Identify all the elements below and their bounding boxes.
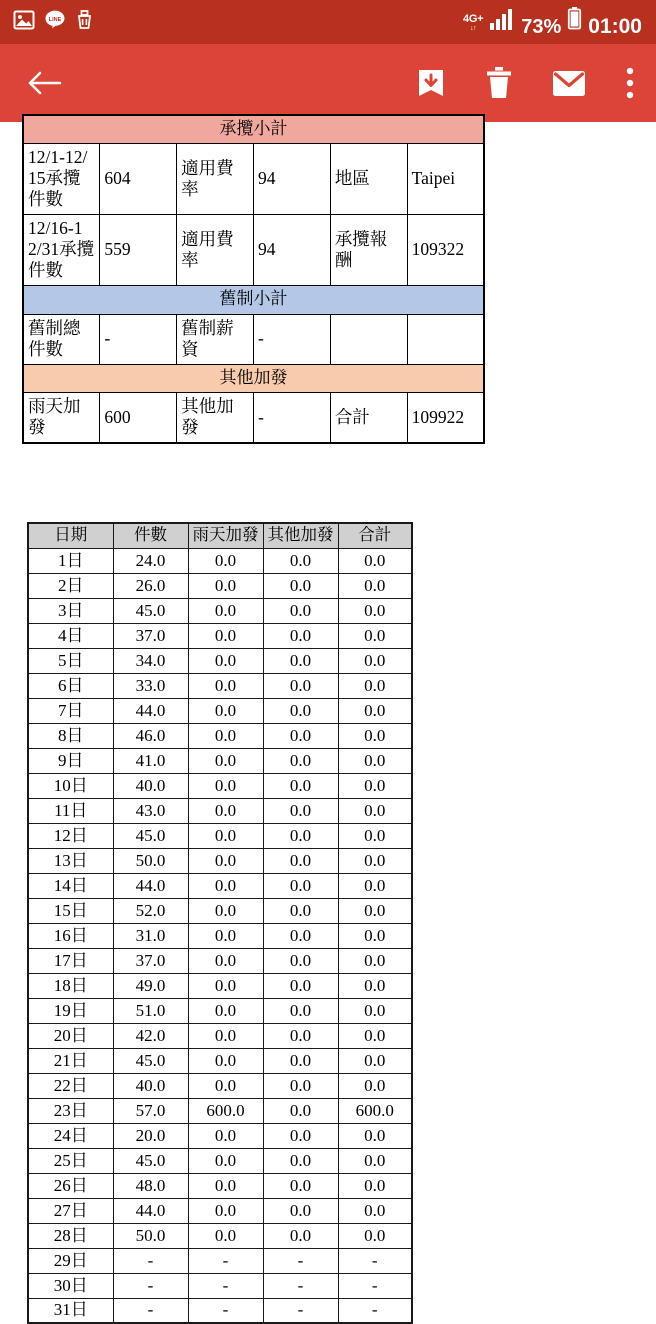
table-row	[28, 1298, 412, 1323]
delete-button[interactable]	[486, 67, 512, 99]
signal-strength-icon	[490, 9, 514, 35]
cell-total: 0.0	[338, 548, 412, 573]
cell-other-bonus: 0.0	[263, 1198, 338, 1223]
cell-count: 44.0	[113, 698, 188, 723]
cell-other-bonus: 0.0	[263, 948, 338, 973]
cell-total: 0.0	[338, 623, 412, 648]
line-icon	[45, 10, 65, 34]
cell-total: 0.0	[338, 748, 412, 773]
table-row	[28, 1223, 412, 1248]
cell-total: 0.0	[338, 723, 412, 748]
cell-date: 30日	[28, 1273, 113, 1298]
cell-value-period1-count: 604	[100, 144, 177, 215]
cell-rain-bonus: 0.0	[188, 823, 263, 848]
table-row	[28, 898, 412, 923]
cell-value-other-bonus: -	[253, 393, 330, 444]
overflow-menu-button[interactable]	[626, 67, 634, 99]
table-row	[28, 798, 412, 823]
cell-date: 21日	[28, 1048, 113, 1073]
table-row	[28, 1198, 412, 1223]
cell-total: 0.0	[338, 698, 412, 723]
cell-other-bonus: 0.0	[263, 798, 338, 823]
cell-other-bonus: 0.0	[263, 548, 338, 573]
cell-count: 37.0	[113, 623, 188, 648]
table-row	[28, 698, 412, 723]
cell-other-bonus: -	[263, 1273, 338, 1298]
cell-count: 45.0	[113, 1148, 188, 1173]
cell-total: 0.0	[338, 673, 412, 698]
cell-other-bonus: 0.0	[263, 1073, 338, 1098]
cell-count: -	[113, 1273, 188, 1298]
table-row	[28, 823, 412, 848]
cell-other-bonus: 0.0	[263, 573, 338, 598]
table-row	[23, 393, 484, 444]
cell-date: 25日	[28, 1148, 113, 1173]
cell-date: 23日	[28, 1098, 113, 1123]
table-row	[28, 848, 412, 873]
cell-rain-bonus: -	[188, 1273, 263, 1298]
summary-table-container	[22, 114, 485, 444]
cell-rain-bonus: 600.0	[188, 1098, 263, 1123]
cell-total: 0.0	[338, 973, 412, 998]
table-row	[28, 623, 412, 648]
cell-total: 0.0	[338, 573, 412, 598]
cell-label-rain-bonus: 雨天加發	[23, 393, 100, 444]
network-type-label: 4G+ ↓↑	[463, 12, 484, 32]
svg-text:LINE: LINE	[48, 17, 62, 23]
cell-date: 14日	[28, 873, 113, 898]
cell-rain-bonus: 0.0	[188, 1123, 263, 1148]
cell-date: 24日	[28, 1123, 113, 1148]
table-row	[28, 1048, 412, 1073]
cell-date: 6日	[28, 673, 113, 698]
cell-value-rain-bonus: 600	[100, 393, 177, 444]
cell-date: 9日	[28, 748, 113, 773]
table-row	[28, 873, 412, 898]
cell-other-bonus: 0.0	[263, 648, 338, 673]
daily-table-header-row	[28, 523, 412, 548]
cell-label-region: 地區	[330, 144, 407, 215]
status-bar-system	[463, 9, 642, 36]
network-activity-icon: ↓↑	[470, 24, 477, 32]
table-row	[28, 1073, 412, 1098]
summary-table	[22, 114, 485, 444]
section-title-old-system: 舊制小計	[23, 286, 484, 314]
cell-count: 44.0	[113, 1198, 188, 1223]
cell-rain-bonus: 0.0	[188, 698, 263, 723]
table-row	[28, 998, 412, 1023]
cell-other-bonus: 0.0	[263, 748, 338, 773]
cell-total: 0.0	[338, 873, 412, 898]
cell-total: 0.0	[338, 1173, 412, 1198]
cell-other-bonus: 0.0	[263, 1048, 338, 1073]
cell-rain-bonus: -	[188, 1298, 263, 1323]
cell-value-grand-total: 109922	[407, 393, 484, 444]
cell-other-bonus: 0.0	[263, 823, 338, 848]
cell-count: -	[113, 1248, 188, 1273]
column-header-date: 日期	[28, 523, 113, 548]
cell-total: 0.0	[338, 598, 412, 623]
cleaner-icon	[76, 10, 93, 34]
cell-other-bonus: 0.0	[263, 598, 338, 623]
cell-other-bonus: 0.0	[263, 1123, 338, 1148]
cell-date: 22日	[28, 1073, 113, 1098]
cell-other-bonus: 0.0	[263, 1098, 338, 1123]
daily-table-body	[28, 548, 412, 1323]
cell-value-rate2: 94	[253, 215, 330, 286]
cell-count: 46.0	[113, 723, 188, 748]
cell-rain-bonus: 0.0	[188, 573, 263, 598]
cell-total: 0.0	[338, 1123, 412, 1148]
cell-count: 41.0	[113, 748, 188, 773]
cell-rain-bonus: 0.0	[188, 848, 263, 873]
battery-icon	[568, 7, 581, 34]
cell-other-bonus: 0.0	[263, 698, 338, 723]
cell-rain-bonus: 0.0	[188, 623, 263, 648]
table-row	[28, 923, 412, 948]
cell-total: -	[338, 1273, 412, 1298]
cell-other-bonus: 0.0	[263, 673, 338, 698]
cell-total: 0.0	[338, 1198, 412, 1223]
cell-date: 8日	[28, 723, 113, 748]
cell-other-bonus: -	[263, 1248, 338, 1273]
cell-count: 45.0	[113, 823, 188, 848]
cell-rain-bonus: 0.0	[188, 1198, 263, 1223]
cell-value-old-salary: -	[253, 314, 330, 364]
table-row	[28, 1098, 412, 1123]
cell-count: -	[113, 1298, 188, 1323]
column-header-rain-bonus: 雨天加發	[188, 523, 263, 548]
table-row	[23, 144, 484, 215]
cell-rain-bonus: 0.0	[188, 873, 263, 898]
archive-button[interactable]	[416, 67, 446, 99]
cell-rain-bonus: 0.0	[188, 723, 263, 748]
cell-total: 0.0	[338, 898, 412, 923]
column-header-total: 合計	[338, 523, 412, 548]
cell-total: -	[338, 1248, 412, 1273]
cell-total: 0.0	[338, 998, 412, 1023]
column-header-count: 件數	[113, 523, 188, 548]
table-row	[23, 314, 484, 364]
cell-value-old-total-count: -	[100, 314, 177, 364]
section-header-row-old-system	[23, 286, 484, 314]
cell-date: 19日	[28, 998, 113, 1023]
cell-date: 29日	[28, 1248, 113, 1273]
cell-total: 0.0	[338, 823, 412, 848]
cell-count: 33.0	[113, 673, 188, 698]
table-row	[28, 973, 412, 998]
table-row	[28, 648, 412, 673]
cell-rain-bonus: 0.0	[188, 1073, 263, 1098]
cell-date: 28日	[28, 1223, 113, 1248]
table-row	[28, 948, 412, 973]
cell-date: 15日	[28, 898, 113, 923]
cell-date: 4日	[28, 623, 113, 648]
app-bar-actions	[416, 67, 634, 99]
cell-count: 49.0	[113, 973, 188, 998]
cell-total: 0.0	[338, 1223, 412, 1248]
cell-count: 57.0	[113, 1098, 188, 1123]
cell-value-contract-pay: 109322	[407, 215, 484, 286]
daily-table-container	[27, 522, 411, 1324]
cell-count: 40.0	[113, 773, 188, 798]
section-title-contract: 承攬小計	[23, 115, 484, 144]
section-header-row-other-bonus	[23, 364, 484, 392]
cell-value-rate1: 94	[253, 144, 330, 215]
daily-table	[27, 522, 413, 1324]
gallery-icon	[14, 11, 34, 34]
cell-label-old-salary: 舊制薪資	[177, 314, 254, 364]
cell-other-bonus: -	[263, 1298, 338, 1323]
table-row	[28, 1148, 412, 1173]
cell-date: 13日	[28, 848, 113, 873]
cell-other-bonus: 0.0	[263, 1023, 338, 1048]
cell-date: 20日	[28, 1023, 113, 1048]
cell-other-bonus: 0.0	[263, 1148, 338, 1173]
cell-rain-bonus: 0.0	[188, 1148, 263, 1173]
table-row	[28, 1273, 412, 1298]
cell-other-bonus: 0.0	[263, 973, 338, 998]
cell-label-period1: 12/1-12/15承攬件數	[23, 144, 100, 215]
cell-date: 10日	[28, 773, 113, 798]
back-button[interactable]	[28, 70, 62, 96]
table-row	[28, 548, 412, 573]
email-body-content[interactable]	[0, 119, 656, 1320]
cell-date: 3日	[28, 598, 113, 623]
cell-date: 2日	[28, 573, 113, 598]
cell-rain-bonus: 0.0	[188, 598, 263, 623]
cell-count: 45.0	[113, 1048, 188, 1073]
cell-other-bonus: 0.0	[263, 923, 338, 948]
cell-rain-bonus: 0.0	[188, 1048, 263, 1073]
status-bar-notifications	[14, 10, 93, 34]
cell-other-bonus: 0.0	[263, 898, 338, 923]
cell-label-period2: 12/16-12/31承攬件數	[23, 215, 100, 286]
cell-other-bonus: 0.0	[263, 723, 338, 748]
cell-other-bonus: 0.0	[263, 998, 338, 1023]
section-title-other-bonus: 其他加發	[23, 364, 484, 392]
cell-date: 18日	[28, 973, 113, 998]
cell-label-other-bonus: 其他加發	[177, 393, 254, 444]
cell-count: 24.0	[113, 548, 188, 573]
cell-count: 40.0	[113, 1073, 188, 1098]
cell-date: 1日	[28, 548, 113, 573]
cell-label-contract-pay: 承攬報酬	[330, 215, 407, 286]
cell-value-region: Taipei	[407, 144, 484, 215]
cell-other-bonus: 0.0	[263, 1223, 338, 1248]
cell-total: 600.0	[338, 1098, 412, 1123]
cell-label-rate2: 適用費率	[177, 215, 254, 286]
table-row	[28, 748, 412, 773]
cell-total: -	[338, 1298, 412, 1323]
table-row	[28, 723, 412, 748]
cell-rain-bonus: 0.0	[188, 973, 263, 998]
cell-count: 51.0	[113, 998, 188, 1023]
cell-empty-1	[330, 314, 407, 364]
table-row	[28, 1248, 412, 1273]
cell-rain-bonus: 0.0	[188, 998, 263, 1023]
mark-unread-button[interactable]	[552, 70, 586, 97]
cell-rain-bonus: 0.0	[188, 1023, 263, 1048]
cell-other-bonus: 0.0	[263, 773, 338, 798]
cell-count: 26.0	[113, 573, 188, 598]
cell-count: 50.0	[113, 1223, 188, 1248]
cell-total: 0.0	[338, 648, 412, 673]
cell-date: 27日	[28, 1198, 113, 1223]
cell-total: 0.0	[338, 798, 412, 823]
cell-count: 45.0	[113, 598, 188, 623]
cell-other-bonus: 0.0	[263, 1173, 338, 1198]
cell-count: 43.0	[113, 798, 188, 823]
cell-other-bonus: 0.0	[263, 873, 338, 898]
cell-rain-bonus: 0.0	[188, 923, 263, 948]
cell-total: 0.0	[338, 1148, 412, 1173]
cell-rain-bonus: 0.0	[188, 798, 263, 823]
cell-empty-2	[407, 314, 484, 364]
cell-total: 0.0	[338, 1048, 412, 1073]
cell-date: 11日	[28, 798, 113, 823]
table-row	[28, 1123, 412, 1148]
column-header-other-bonus: 其他加發	[263, 523, 338, 548]
app-bar	[0, 44, 656, 122]
table-row	[28, 1173, 412, 1198]
cell-date: 12日	[28, 823, 113, 848]
status-bar	[0, 0, 656, 44]
cell-count: 34.0	[113, 648, 188, 673]
table-row	[28, 1023, 412, 1048]
cell-count: 50.0	[113, 848, 188, 873]
cell-label-grand-total: 合計	[330, 393, 407, 444]
cell-date: 5日	[28, 648, 113, 673]
cell-rain-bonus: 0.0	[188, 673, 263, 698]
cell-total: 0.0	[338, 1023, 412, 1048]
cell-count: 48.0	[113, 1173, 188, 1198]
cell-rain-bonus: 0.0	[188, 773, 263, 798]
table-row	[23, 215, 484, 286]
cell-rain-bonus: 0.0	[188, 748, 263, 773]
cell-label-old-total-count: 舊制總件數	[23, 314, 100, 364]
battery-percent-label: 73%	[521, 15, 562, 38]
cell-value-period2-count: 559	[100, 215, 177, 286]
cell-rain-bonus: 0.0	[188, 1223, 263, 1248]
table-row	[28, 673, 412, 698]
cell-other-bonus: 0.0	[263, 848, 338, 873]
cell-label-rate1: 適用費率	[177, 144, 254, 215]
cell-count: 52.0	[113, 898, 188, 923]
cell-count: 44.0	[113, 873, 188, 898]
cell-total: 0.0	[338, 1073, 412, 1098]
cell-date: 31日	[28, 1298, 113, 1323]
cell-count: 37.0	[113, 948, 188, 973]
cell-rain-bonus: 0.0	[188, 548, 263, 573]
cell-rain-bonus: 0.0	[188, 1173, 263, 1198]
cell-date: 7日	[28, 698, 113, 723]
cell-date: 26日	[28, 1173, 113, 1198]
cell-date: 16日	[28, 923, 113, 948]
cell-date: 17日	[28, 948, 113, 973]
table-row	[28, 598, 412, 623]
cell-total: 0.0	[338, 948, 412, 973]
table-row	[28, 773, 412, 798]
cell-total: 0.0	[338, 773, 412, 798]
cell-count: 20.0	[113, 1123, 188, 1148]
clock-label: 01:00	[588, 14, 642, 38]
section-header-row-contract	[23, 115, 484, 144]
cell-rain-bonus: -	[188, 1248, 263, 1273]
cell-rain-bonus: 0.0	[188, 648, 263, 673]
table-row	[28, 573, 412, 598]
cell-count: 31.0	[113, 923, 188, 948]
cell-rain-bonus: 0.0	[188, 898, 263, 923]
cell-rain-bonus: 0.0	[188, 948, 263, 973]
cell-total: 0.0	[338, 848, 412, 873]
cell-total: 0.0	[338, 923, 412, 948]
cell-other-bonus: 0.0	[263, 623, 338, 648]
cell-count: 42.0	[113, 1023, 188, 1048]
